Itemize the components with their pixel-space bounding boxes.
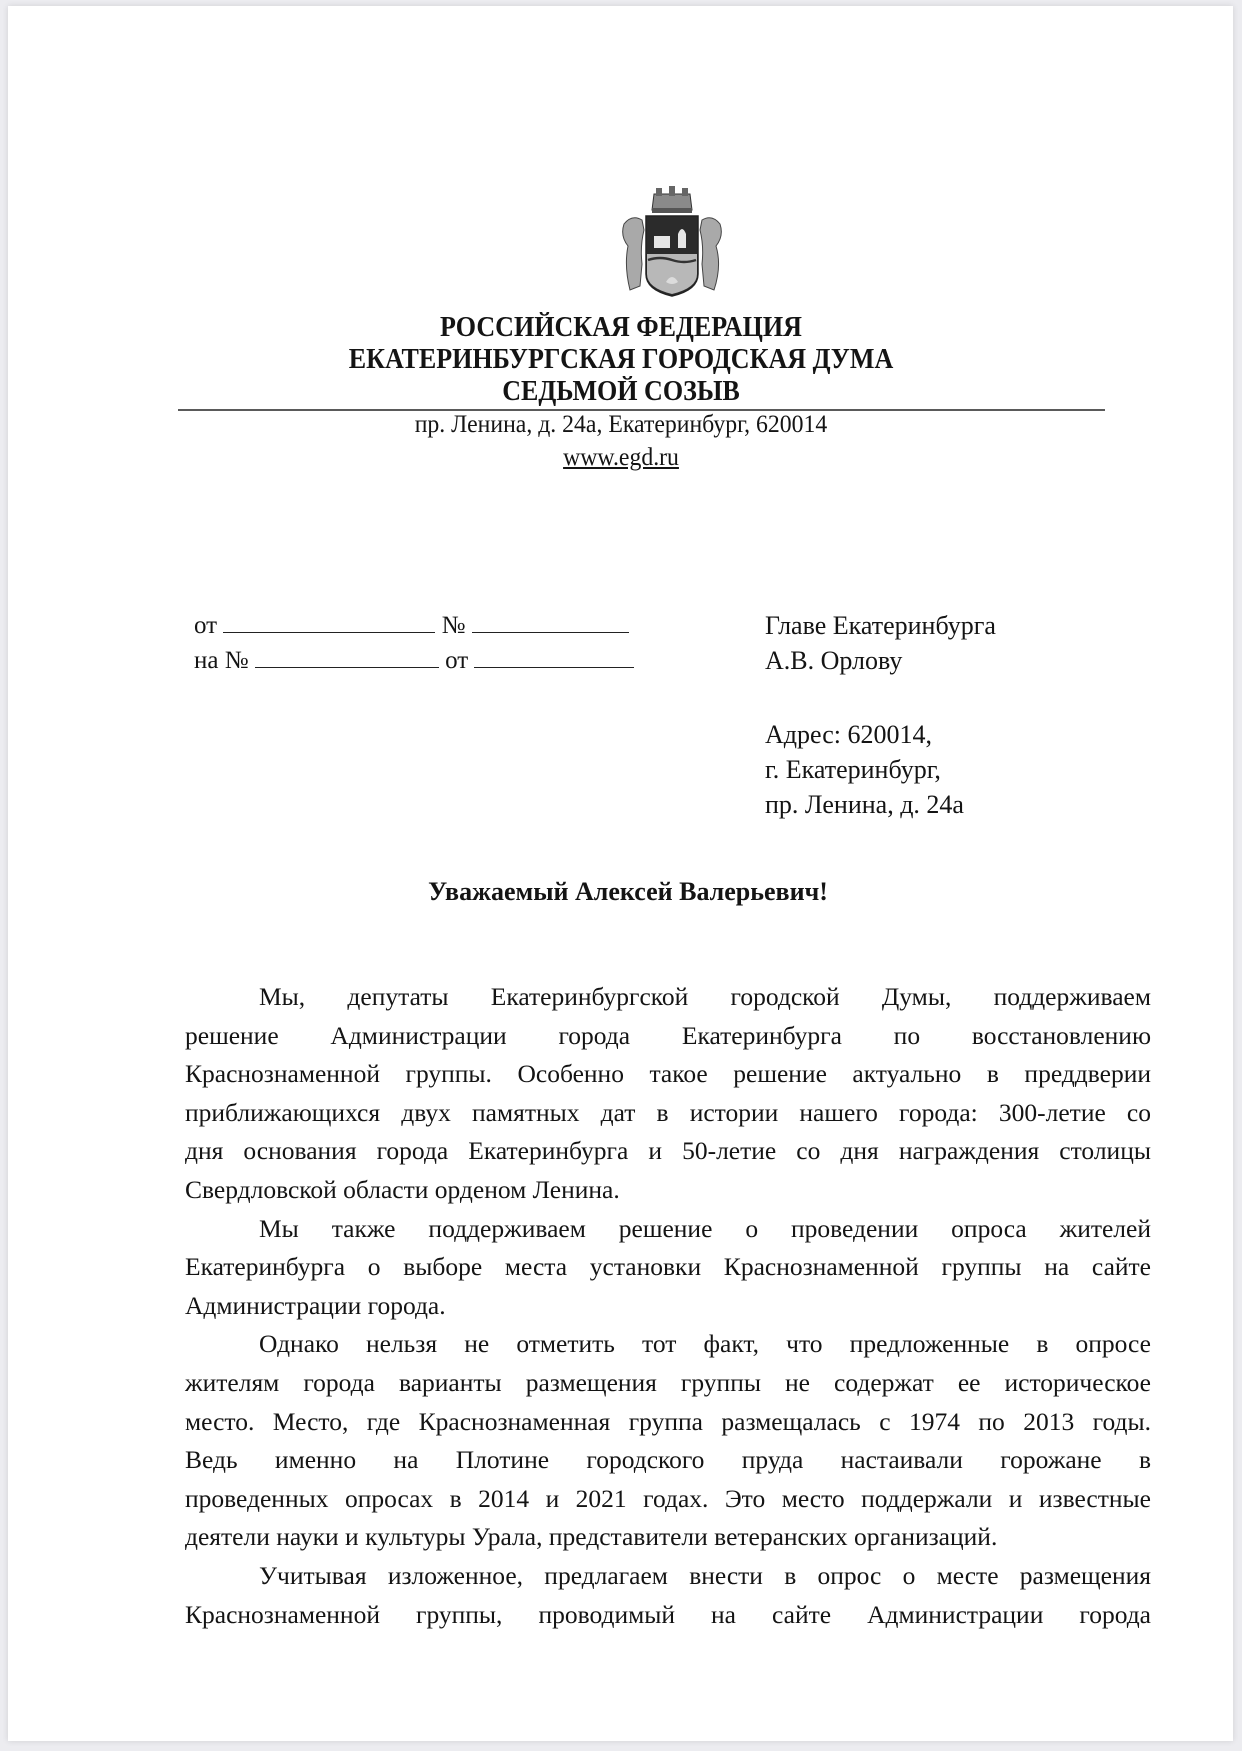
recipient-name: А.В. Орлову: [765, 646, 903, 675]
paragraph: [185, 978, 1151, 1210]
greeting: Уважаемый Алексей Валерьевич!: [428, 877, 828, 906]
reply-number-field: [255, 645, 439, 668]
paragraph-line: Администрации города.: [185, 1290, 446, 1320]
reply-from-label: от: [445, 647, 469, 674]
recipient-address-line: пр. Ленина, д. 24а: [765, 790, 964, 819]
coat-of-arms-icon: [610, 186, 734, 304]
letterhead-organization: ЕКАТЕРИНБУРГСКАЯ ГОРОДСКАЯ ДУМА: [348, 344, 894, 375]
paragraph-line: деятели науки и культуры Урала, представители ветеранских организаций.: [185, 1522, 998, 1552]
paragraph-line: приближающихся двух памятных дат в истории нашего города: 300-летие со: [185, 1097, 1151, 1127]
paragraph-line: жителям города варианты размещения группы не содержат ее историческое: [185, 1367, 1151, 1397]
paragraph-line: Свердловской области орденом Ленина.: [185, 1174, 620, 1204]
from-label: от: [194, 612, 218, 639]
number-label: №: [441, 612, 466, 639]
paragraph-line: проведенных опросах в 2014 и 2021 годах. Это место поддержали и известные: [185, 1483, 1151, 1513]
paragraph-line: Мы также поддерживаем решение о проведении опроса жителей: [259, 1213, 1151, 1243]
recipient-block: [765, 608, 996, 678]
number-field: [472, 610, 629, 633]
paragraph: [185, 1210, 1151, 1326]
paragraph-line: Учитывая изложенное, предлагаем внести в опрос о месте размещения: [259, 1560, 1151, 1590]
paragraph-line: Мы, депутаты Екатеринбургской городской Думы, поддерживаем: [259, 982, 1151, 1011]
letterhead-address: пр. Ленина, д. 24а, Екатеринбург, 620014: [414, 411, 828, 438]
paragraph-line: Краснознаменной группы, проводимый на сайте Администрации города: [185, 1599, 1151, 1629]
letterhead-country: РОССИЙСКАЯ ФЕДЕРАЦИЯ: [440, 312, 802, 343]
from-date-field: [223, 610, 435, 633]
recipient-title: Главе Екатеринбурга: [765, 611, 996, 640]
paragraph: [185, 1557, 1151, 1634]
reply-to-label: на №: [194, 647, 249, 674]
paragraph-line: Краснознаменной группы. Особенно такое решение актуально в преддверии: [185, 1059, 1151, 1089]
registration-line-reply: [194, 645, 634, 675]
paragraph-line: место. Место, где Краснознаменная группа размещалась с 1974 по 2013 годы.: [185, 1406, 1151, 1436]
letterhead-website-link[interactable]: www.egd.ru: [563, 444, 679, 471]
recipient-address: [765, 717, 964, 822]
paragraph: [185, 1325, 1151, 1557]
recipient-address-line: Адрес: 620014,: [765, 720, 932, 749]
paragraph-line: Екатеринбурга о выборе места установки Краснознаменной группы на сайте: [185, 1252, 1151, 1282]
recipient-address-line: г. Екатеринбург,: [765, 755, 941, 784]
paragraph-line: решение Администрации города Екатеринбурга по восстановлению: [185, 1020, 1151, 1050]
paragraph-line: дня основания города Екатеринбурга и 50-летие со дня награждения столицы: [185, 1136, 1151, 1166]
letter-body: [185, 978, 1151, 1634]
paragraph-line: Однако нельзя не отметить тот факт, что предложенные в опросе: [259, 1329, 1151, 1359]
paragraph-line: Ведь именно на Плотине городского пруда настаивали горожане в: [185, 1445, 1151, 1475]
reply-from-date-field: [474, 645, 634, 668]
registration-line-outgoing: [194, 610, 629, 640]
letterhead-convocation: СЕДЬМОЙ СОЗЫВ: [502, 376, 740, 407]
